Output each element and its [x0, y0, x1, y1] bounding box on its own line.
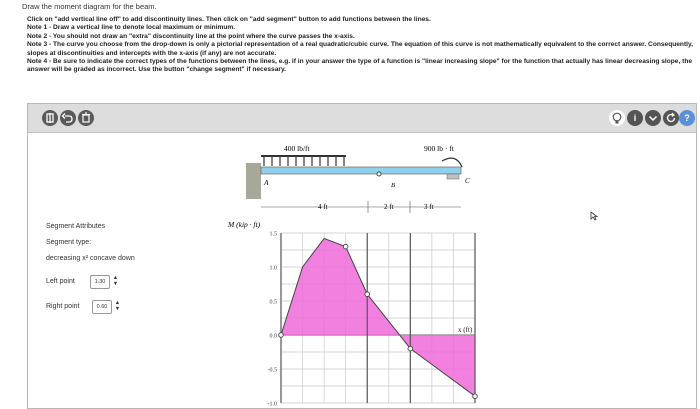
y-tick-label: -0.5	[267, 367, 277, 374]
toolbar	[28, 104, 696, 133]
y-tick-label: 1.0	[269, 265, 277, 272]
point-c-label: C	[465, 177, 470, 185]
instruction-note-3: Note 3 - The curve you choose from the drop-down is only a pictorial representation of a real quadratic/cubic curve. The equation of this curve is not mathematically equivalent to the correct answer. Consequently, slopes at discontinuities and intercepts with the x-axis (if any) are not accurate.	[27, 41, 693, 57]
left-point-stepper-icon[interactable]: ▲ ▼	[112, 275, 119, 287]
curve-node	[279, 333, 284, 338]
right-point-label: Right point	[46, 303, 80, 310]
roller-support-c	[447, 174, 459, 179]
x-axis-title: x (ft)	[458, 326, 473, 334]
point-b-label: B	[391, 182, 395, 189]
mouse-cursor-icon	[590, 211, 600, 221]
segment-type-value[interactable]: decreasing x² concave down	[46, 255, 135, 262]
refresh-icon[interactable]	[663, 110, 679, 126]
beam-diagram	[28, 133, 696, 407]
moment-area	[410, 335, 475, 396]
y-tick-label: 0.5	[269, 299, 277, 306]
left-point-input[interactable]: 1.30	[90, 275, 110, 289]
instruction-line: Click on "add vertical line off" to add discontinuity lines. Then click on "add segment" button to add functions between the lines.	[27, 16, 431, 23]
left-point-label: Left point	[46, 278, 75, 285]
info-icon[interactable]: i	[627, 110, 643, 126]
y-tick-label: 1.5	[269, 231, 277, 238]
dim-3ft: 3 ft	[424, 203, 434, 211]
curve-node	[343, 244, 348, 249]
point-a-label: A	[264, 178, 269, 187]
moment-area	[281, 238, 367, 335]
instructions	[27, 16, 695, 75]
diagram-panel	[27, 103, 697, 409]
instruction-note-4: Note 4 - Be sure to indicate the correct types of the functions between the lines, e.g. if in your answer the type of a function is "linear increasing slope" for the function that actually has linear decreasing slope, the answer will be graded as incorrect. Use the button "change segment" if necessary.	[27, 58, 693, 74]
page-title: Draw the moment diagram for the beam.	[22, 2, 157, 11]
moment-chart	[268, 232, 478, 408]
y-tick-label: 0.0	[269, 333, 277, 340]
curve-node	[365, 292, 370, 297]
segment-type-label: Segment type:	[46, 239, 92, 246]
help-icon[interactable]: ?	[679, 110, 695, 126]
attributes-heading: Segment Attributes	[46, 223, 106, 230]
pin-b	[377, 172, 381, 176]
segment-attributes	[46, 219, 166, 267]
moment-label: 900 lb · ft	[424, 144, 454, 153]
curve-node	[408, 346, 413, 351]
instruction-note-1: Note 1 - Draw a vertical line to denote local maximum or minimum.	[27, 24, 236, 32]
instruction-note-2: Note 2 - You should not draw an "extra" discontinuity line at the point where the curve passes the x-axis.	[27, 32, 355, 40]
undo-icon[interactable]	[60, 110, 76, 126]
add-line-icon[interactable]	[42, 110, 58, 126]
load-arrows	[264, 157, 344, 166]
chevron-down-icon[interactable]	[645, 110, 661, 126]
right-point-stepper-icon[interactable]: ▲ ▼	[114, 300, 121, 312]
beam	[261, 167, 461, 174]
y-axis-title: M (kip · ft)	[228, 220, 261, 229]
load-bar	[261, 155, 346, 157]
right-point-input[interactable]: 0.60	[92, 300, 112, 314]
hint-bulb-icon[interactable]	[609, 110, 625, 126]
dim-4ft: 4 ft	[318, 203, 328, 211]
y-tick-label: -1.0	[267, 401, 277, 407]
wall-support	[246, 163, 261, 199]
dim-2ft: 2 ft	[384, 203, 394, 211]
load-left-label: 400 lb/ft	[284, 144, 310, 153]
moment-arrow	[442, 158, 462, 167]
trash-icon[interactable]	[78, 110, 94, 126]
curve-node	[473, 394, 478, 399]
